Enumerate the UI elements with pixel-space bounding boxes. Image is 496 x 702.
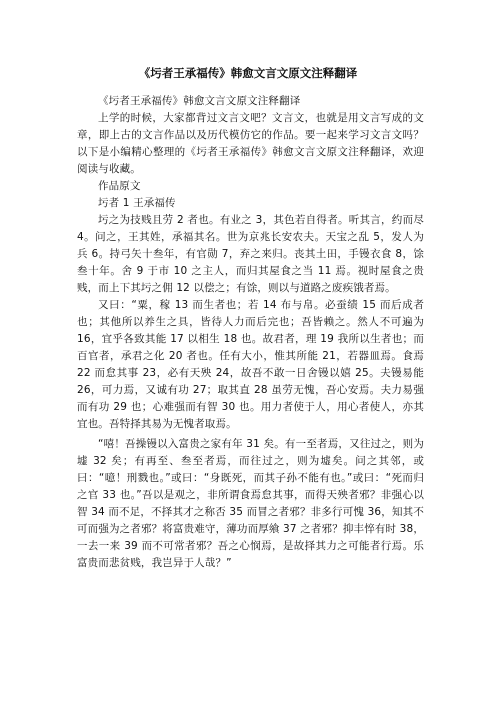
page-title: 《圬者王承福传》韩愈文言文原文注释翻译 (138, 66, 358, 80)
section-heading-original-text: 作品原文 (98, 180, 141, 192)
article-heading: 《圬者王承福传》韩愈文言文原文注释翻译 (98, 95, 301, 107)
body-paragraph: “嘻！吾操镘以入富贵之家有年 31 矣。有一至者焉，又往过之，则为墟 32 矣；有再至、叁至者焉，而往过之，则为墟矣。问之其邻，或曰：“噫！刑戮也。”或曰：“身既死，而其子孙不能有也。”或曰：“死而归之官 33 也。”吾以是观之，非所谓食焉怠其事，而得天殃者邪？非强心以智 34 而不足，不择其才之称否 35 而冒之者邪？非多行可愧 36，知其不可而强为之者邪？将富贵难守，薄功而厚飨 37 之者邪？抑丰悴有时 38，一去一来 39 而不可常者邪？吾之心悯焉，是故择其力之可能者行焉。乐富贵而悲贫贱，我岂异于人哉？” (77, 438, 424, 569)
document-body (77, 93, 424, 572)
body-paragraph: 圬之为技贱且劳 2 者也。有业之 3，其色若自得者。听其言，约而尽 4。问之，王其姓，承福其名。世为京兆长安农夫。天宝之乱 5，发人为兵 6。持弓矢十叁年，有官勋 7，弃之来归。丧其土田，手镘衣食 8，馀叁十年。舍 9 于市 10 之主人，而归其屋食之当 11 焉。视时屋食之贵贱，而上下其圬之佣 12 以偿之；有馀，则以与道路之废疾饿者焉。 (77, 214, 424, 294)
intro-paragraph: 上学的时候，大家都背过文言文吧？文言文，也就是用文言写成的文章，即上古的文言作品以及历代模仿它的作品。要一起来学习文言文吗？以下是小编精心整理的《圬者王承福传》韩愈文言文原文注释翻译，欢迎阅读与收藏。 (77, 112, 424, 175)
text-title: 圬者 1 王承福传 (98, 197, 176, 209)
body-paragraph: 又曰：“粟，稼 13 而生者也；若 14 布与帛。必蚕绩 15 而后成者也；其他所以养生之具，皆待人力而后完也；吾皆赖之。然人不可遍为 16，宜乎各致其能 17 以相生 18 也。故君者，理 19 我所以生者也；而百官者，承君之化 20 者也。任有大小，惟其所能 21，若器皿焉。食焉 22 而怠其事 23，必有天殃 24，故吾不敢一日舍镘以嬉 25。夫镘易能 26，可力焉，又诚有功 27；取其直 28 虽劳无愧，吾心安焉。夫力易强而有功 29 也；心难强而有智 30 也。用力者使于人，用心者使人，亦其宜也。吾特择其易为无愧者取焉。 (77, 299, 424, 430)
